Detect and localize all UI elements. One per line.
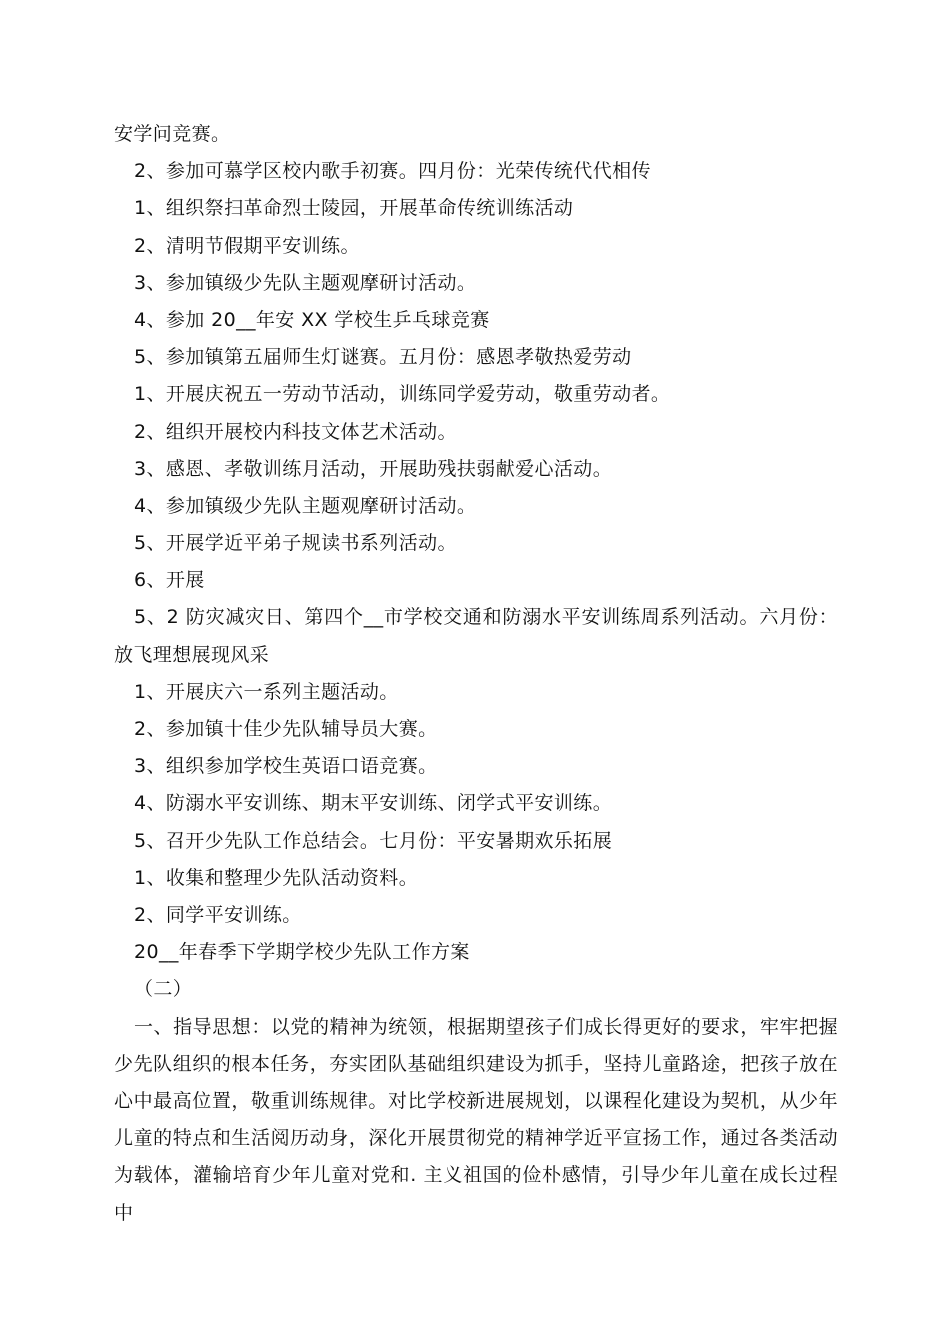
- list-item: 1、收集和整理少先队活动资料。: [134, 866, 419, 889]
- document-body: [114, 116, 838, 1232]
- text-line: 安学问竞赛。: [114, 123, 231, 145]
- paragraph-may-june: 5、2 防灾减灾日、第四个__市学校交通和防溺水平安训练周系列活动。六月份：放飞理想展现风采: [114, 606, 838, 666]
- list-item: 1、组织祭扫革命烈士陵园，开展革命传统训练活动: [134, 197, 574, 220]
- list-item: 5、参加镇第五届师生灯谜赛。五月份：感恩孝敬热爱劳动: [134, 346, 632, 369]
- section-title: 20__年春季下学期学校少先队工作方案: [134, 941, 470, 964]
- list-item: 3、组织参加学校生英语口语竞赛。: [134, 755, 438, 778]
- list-item: 3、感恩、孝敬训练月活动，开展助残扶弱献爱心活动。: [134, 457, 613, 480]
- list-item: 2、参加可慕学区校内歌手初赛。四月份：光荣传统代代相传: [134, 160, 651, 183]
- list-item: 4、参加 20__年安 XX 学校生乒乓球竞赛: [134, 308, 490, 331]
- list-item: 4、参加镇级少先队主题观摩研讨活动。: [134, 494, 477, 517]
- list-item: 5、召开少先队工作总结会。七月份：平安暑期欢乐拓展: [134, 829, 613, 852]
- list-item: 2、组织开展校内科技文体艺术活动。: [134, 420, 457, 443]
- list-item: 5、开展学近平弟子规读书系列活动。: [134, 532, 457, 555]
- list-item: 2、参加镇十佳少先队辅导员大赛。: [134, 718, 438, 741]
- list-item: 1、开展庆六一系列主题活动。: [134, 680, 399, 703]
- list-item: 3、参加镇级少先队主题观摩研讨活动。: [134, 271, 477, 294]
- list-item: 2、同学平安训练。: [134, 903, 302, 926]
- list-item: 1、开展庆祝五一劳动节活动，训练同学爱劳动，敬重劳动者。: [134, 383, 671, 406]
- paragraph-guiding-ideology: 一、指导思想：以党的精神为统领，根据期望孩子们成长得更好的要求，牢牢把握少先队组织的根本任务，夯实团队基础组织建设为抓手，坚持儿童路途，把孩子放在心中最高位置，敬重训练规律。对比学校新进展规划，以课程化建设为契机，从少年儿童的特点和生活阅历动身，深化开展贯彻党的精神学近平宣扬工作，通过各类活动为载体，灌输培育少年儿童对党和. 主义祖国的俭朴感情，引导少年儿童在成长过程中: [114, 1015, 838, 1224]
- list-item: 4、防溺水平安训练、期末平安训练、闭学式平安训练。: [134, 792, 613, 815]
- list-item: 6、开展: [134, 569, 205, 592]
- section-number: （二）: [134, 978, 193, 1001]
- list-item: 2、清明节假期平安训练。: [134, 234, 360, 257]
